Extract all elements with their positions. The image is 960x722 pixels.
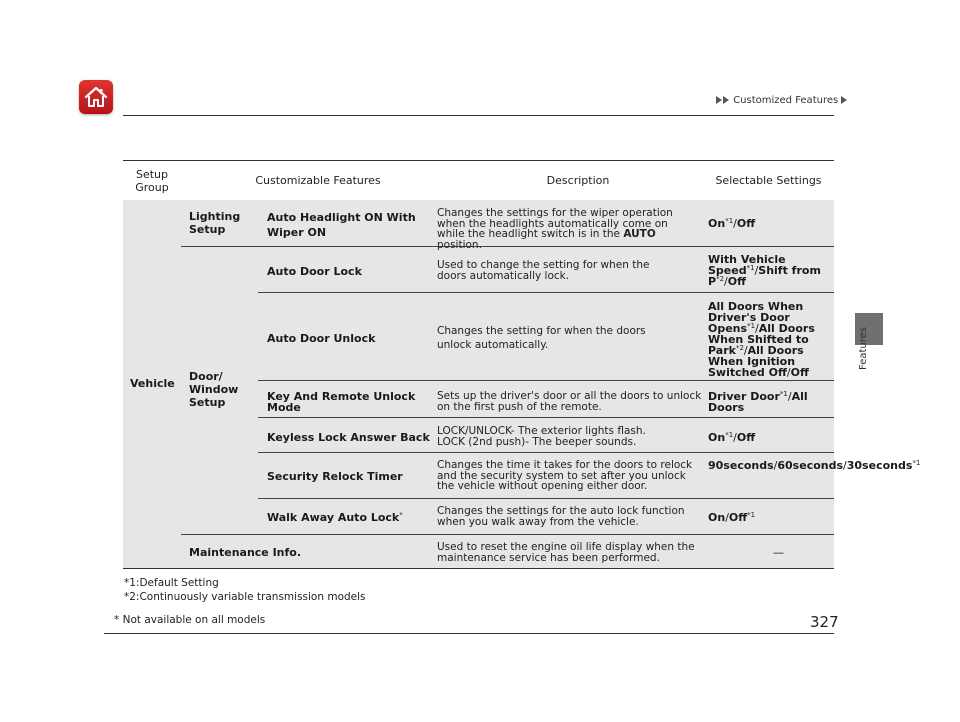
feature-name: Key And Remote Unlock Mode	[267, 390, 416, 414]
breadcrumb-label: Customized Features	[733, 95, 839, 106]
row-divider	[181, 534, 834, 535]
feature-description: Used to reset the engine oil life display when the maintenance service has been performed.	[437, 541, 695, 564]
subgroup-door-window: Door/ Window Setup	[189, 370, 239, 409]
row-divider	[258, 417, 834, 418]
selectable-settings: On$^{*1}$/Off	[708, 431, 756, 444]
selectable-settings: —	[773, 546, 784, 559]
row-divider	[258, 498, 834, 499]
breadcrumb[interactable]	[716, 95, 848, 106]
feature-name: Auto Door Unlock	[267, 332, 376, 345]
footnote-default: *1:Default Setting	[124, 577, 219, 589]
header-description: Description	[546, 174, 610, 187]
feature-description: Changes the settings for the auto lock function when you walk away from the vehicle.	[437, 505, 685, 528]
feature-name: Security Relock Timer	[267, 470, 403, 483]
selectable-settings: With Vehicle Speed$^{*1}$/Shift from $P^{*2}$/Off	[708, 253, 821, 288]
home-button[interactable]	[79, 80, 113, 114]
arrow-right-icon	[841, 96, 847, 104]
home-icon	[84, 85, 108, 109]
feature-description: Used to change the setting for when the doors automatically lock.	[437, 259, 650, 282]
feature-name: Auto Door Lock	[267, 265, 362, 278]
page-number: 327	[810, 613, 839, 631]
header-features: Customizable Features	[255, 174, 381, 187]
feature-description: Changes the setting for when the doors unlock automatically.	[437, 325, 646, 351]
selectable-settings: All Doors When Driver's Door Opens$^{*1}$/All Doors When Shifted to Park$^{*2}$/All Doors When Ignition Switched Off/Off	[708, 300, 815, 379]
subgroup-lighting: Lighting Setup	[189, 210, 241, 236]
feature-name: Maintenance Info.	[189, 546, 302, 559]
group-vehicle: Vehicle	[130, 377, 175, 390]
row-divider	[258, 380, 834, 381]
feature-description: LOCK/UNLOCK- The exterior lights flash. LOCK (2nd push)- The beeper sounds.	[437, 425, 646, 448]
footnote-availability: * Not available on all models	[114, 614, 266, 626]
selectable-settings: Driver Door$^{*1}$/All Doors	[708, 390, 808, 414]
header-divider	[123, 115, 834, 116]
footer-divider	[104, 633, 834, 634]
selectable-settings: On$^{*1}$/Off	[708, 217, 756, 230]
arrow-right-icon	[723, 96, 729, 104]
feature-name: Keyless Lock Answer Back	[267, 431, 430, 444]
row-divider	[258, 452, 834, 453]
table-header	[123, 160, 834, 201]
feature-description: Changes the time it takes for the doors to relock and the security system to set after you unlock the vehicle without opening either door.	[437, 459, 693, 492]
feature-name: Auto Headlight ON With Wiper ON	[267, 211, 416, 239]
footnote-cvt: *2:Continuously variable transmission models	[124, 591, 366, 603]
row-divider	[258, 292, 834, 293]
selectable-settings: On/Off$^{*1}$	[708, 511, 756, 524]
selectable-settings: 90seconds/60seconds/30seconds$^{*1}$	[708, 459, 921, 472]
feature-description: Sets up the driver's door or all the doors to unlock on the first push of the remote.	[437, 390, 702, 413]
header-settings: Selectable Settings	[715, 174, 822, 187]
section-label: Features	[858, 327, 869, 370]
feature-description: Changes the settings for the wiper operation when the headlights automatically come on while the headlight switch is in the AUTO position.	[437, 207, 673, 251]
feature-name: Walk Away Auto Lock*	[267, 511, 403, 524]
arrow-right-icon	[716, 96, 722, 104]
header-setup-group: Setup Group	[135, 167, 169, 194]
